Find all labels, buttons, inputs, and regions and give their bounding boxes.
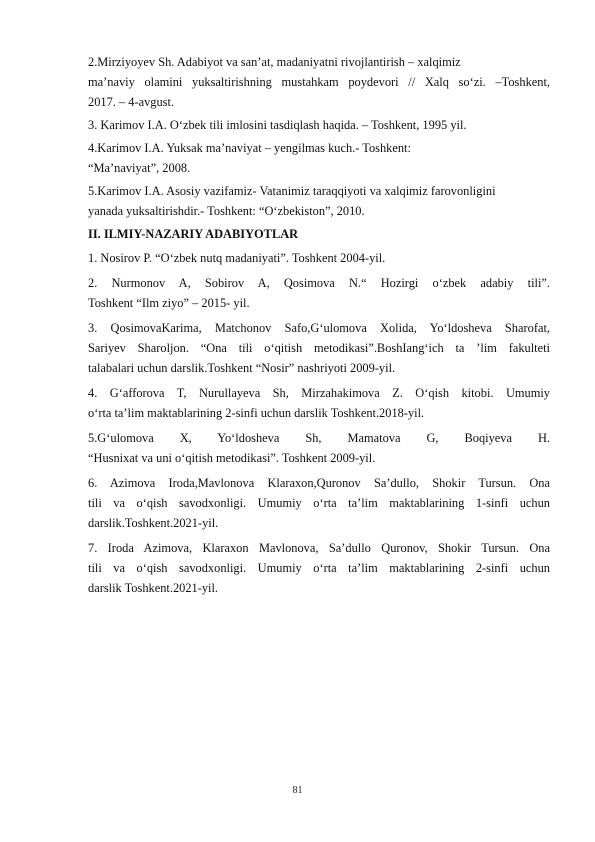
reference-entry <box>88 428 550 468</box>
reference-line: 1. Nosirov P. “O‘zbek nutq madaniyati”. Toshkent 2004-yil. <box>88 251 386 265</box>
reference-line: ma’naviy olamini yuksaltirishning mustahkam poydevori // Xalq so‘zi. –Toshkent, <box>88 75 550 89</box>
reference-line: 6. Azimova Iroda,Mavlonova Klaraxon,Quronov Sa’dullo, Shokir Tursun. Ona <box>88 476 550 490</box>
page-number: 81 <box>292 785 303 796</box>
reference-entry <box>88 52 550 112</box>
reference-line: 2. Nurmonov A, Sobirov A, Qosimova N.“ Hozirgi o‘zbek adabiy tili”. <box>88 276 550 290</box>
document-page <box>88 52 550 603</box>
reference-line: 5.G‘ulomova X, Yo‘ldosheva Sh, Mamatova G, Boqiyeva H. <box>88 431 550 445</box>
reference-line: 2.Mirziyoyev Sh. Adabiyot va san’at, madaniyatni rivojlantirish – xalqimiz <box>88 55 461 69</box>
reference-entry <box>88 248 550 268</box>
reference-line: talabalari uchun darslik.Toshkent “Nosir” nashriyoti 2009-yil. <box>88 361 396 375</box>
reference-entry <box>88 538 550 598</box>
section-heading: II. ILMIY-NAZARIY ADABIYOTLAR <box>88 227 299 241</box>
reference-line: 2017. – 4-avgust. <box>88 95 175 109</box>
reference-line: 4.Karimov I.A. Yuksak ma’naviyat – yengilmas kuch.- Toshkent: <box>88 141 411 155</box>
reference-list-secondary <box>88 248 550 598</box>
reference-line: 3. QosimovaKarima, Matchonov Safo,G‘ulomova Xolida, Yo‘ldosheva Sharofat, <box>88 321 550 335</box>
reference-line: Toshkent “Ilm ziyo” – 2015- yil. <box>88 296 250 310</box>
reference-entry <box>88 138 550 178</box>
reference-entry <box>88 473 550 533</box>
reference-line: tili va o‘qish savodxonligi. Umumiy o‘rta ta’lim maktablarining 1-sinfi uchun <box>88 496 550 510</box>
reference-line: darslik Toshkent.2021-yil. <box>88 581 219 595</box>
reference-entry <box>88 273 550 313</box>
reference-line: tili va o‘qish savodxonligi. Umumiy o‘rta ta’lim maktablarining 2-sinfi uchun <box>88 561 550 575</box>
reference-line: o‘rta ta’lim maktablarining 2-sinfi uchun darslik Toshkent.2018-yil. <box>88 406 425 420</box>
reference-entry <box>88 383 550 423</box>
reference-line: 5.Karimov I.A. Asosiy vazifamiz- Vatanimiz taraqqiyoti va xalqimiz farovonligini <box>88 184 496 198</box>
reference-line: darslik.Toshkent.2021-yil. <box>88 516 219 530</box>
reference-entry <box>88 318 550 378</box>
reference-line: 7. Iroda Azimova, Klaraxon Mavlonova, Sa’dullo Quronov, Shokir Tursun. Ona <box>88 541 550 555</box>
reference-line: 3. Karimov I.A. O‘zbek tili imlosini tasdiqlash haqida. – Toshkent, 1995 yil. <box>88 118 467 132</box>
reference-entry <box>88 181 550 221</box>
reference-line: “Ma’naviyat”, 2008. <box>88 161 191 175</box>
reference-entry <box>88 115 550 135</box>
reference-line: yanada yuksaltirishdir.- Toshkent: “O‘zbekiston”, 2010. <box>88 204 365 218</box>
reference-line: Sariyev Sharoljon. “Ona tili o‘qitish metodikasi”.BoshIang‘ich ta ’lim fakulteti <box>88 341 550 355</box>
reference-list-primary <box>88 52 550 221</box>
reference-line: 4. G‘afforova T, Nurullayeva Sh, Mirzahakimova Z. O‘qish kitobi. Umumiy <box>88 386 550 400</box>
reference-line: “Husnixat va uni o‘qitish metodikasi”. Toshkent 2009-yil. <box>88 451 376 465</box>
